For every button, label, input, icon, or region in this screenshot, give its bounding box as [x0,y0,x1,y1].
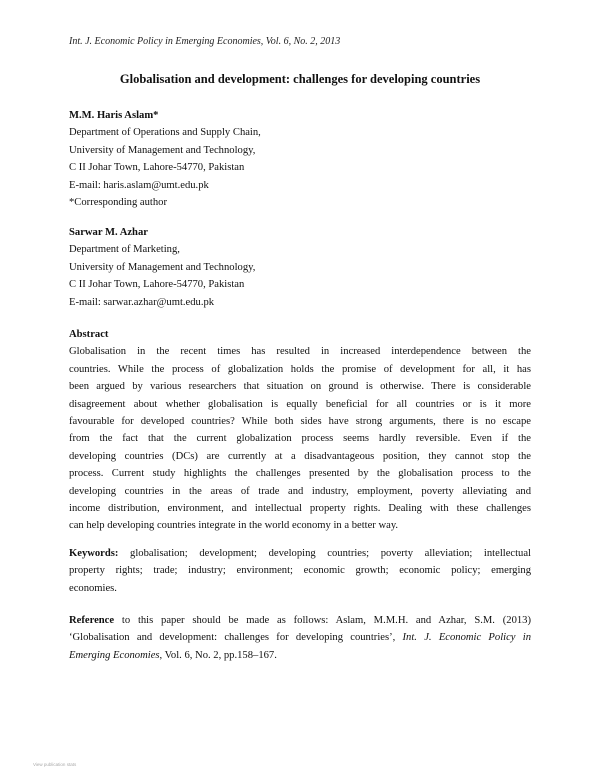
abstract-line: Globalisation in the recent times has resulted in increased interdependence between the [69,346,531,358]
abstract-line: countries. While the process of globalization holds the promise of development for all, it has [69,363,531,375]
abstract-line: favourable for developed countries? While both sides have strong arguments, there is no escape [69,416,531,428]
reference-text: ‘Globalisation and development: challenges for developing countries’, [69,632,403,644]
author-affiliation-line: C II Johar Town, Lahore-54770, Pakistan [69,279,245,291]
author-affiliation-line: Department of Operations and Supply Chain, [69,127,261,139]
keywords-label: Keywords: [69,548,119,559]
reference-line [69,612,531,629]
keywords-line: property rights; trade; industry; environment; economic growth; economic policy; emerging [69,565,531,577]
author-email[interactable]: E-mail: haris.aslam@umt.edu.pk [69,179,209,191]
author-affiliation-line: University of Management and Technology, [69,144,256,156]
abstract-line: from the fact that the current globalization process seems hardly reversible. Even if the [69,433,531,445]
keywords-line [69,545,531,562]
author-affiliation-line: Department of Marketing, [69,244,180,256]
keywords-section [69,545,531,597]
abstract-line: developing countries (DCs) are currently at a disadvantageous position, they cannot stop the [69,450,531,462]
paper-title: Globalisation and development: challenges for developing countries [119,72,481,86]
abstract-line: disagreement about whether globalisation is equally beneficial for all countries or is it more [69,398,531,410]
author-affiliation-line: University of Management and Technology, [69,261,256,273]
abstract-line: income distribution, environment, and intellectual property rights. Dealing with these challenges [69,503,531,515]
abstract-section [69,326,531,535]
keywords-text: globalisation; development; developing countries; poverty alleviation; intellectual [118,548,531,559]
author-block-2 [69,224,531,311]
keywords-line: economies. [69,582,117,594]
reference-journal: Emerging Economies [69,649,160,661]
author-name: M.M. Haris Aslam* [69,110,159,121]
author-affiliation-line: C II Johar Town, Lahore-54770, Pakistan [69,162,245,174]
abstract-line: can help developing countries integrate in the world economy in a better way. [69,520,399,532]
reference-journal: Int. J. Economic Policy in [402,632,531,644]
abstract-line: developing countries in the areas of trade and industry, employment, poverty alleviating and [69,485,531,497]
author-name: Sarwar M. Azhar [69,227,148,238]
abstract-line: process. Current study highlights the challenges presented by the globalisation process to the [69,468,531,480]
abstract-heading: Abstract [69,329,109,340]
reference-text: , Vol. 6, No. 2, pp.158–167. [159,649,277,661]
author-email[interactable]: E-mail: sarwar.azhar@umt.edu.pk [69,296,215,308]
reference-line [69,647,531,664]
reference-text: to this paper should be made as follows: Aslam, M.M.H. and Azhar, S.M. (2013) [114,615,531,626]
author-block-1 [69,107,531,211]
reference-section [69,612,531,664]
reference-line [69,629,531,646]
journal-citation-header: Int. J. Economic Policy in Emerging Economies, Vol. 6, No. 2, 2013 [69,36,341,47]
reference-label: Reference [69,615,115,626]
publication-stats-link[interactable]: View publication stats [33,762,77,767]
abstract-line: been argued by various researchers that situation on ground is otherwise. There is considerable [69,381,531,393]
corresponding-author-note: *Corresponding author [69,197,167,209]
